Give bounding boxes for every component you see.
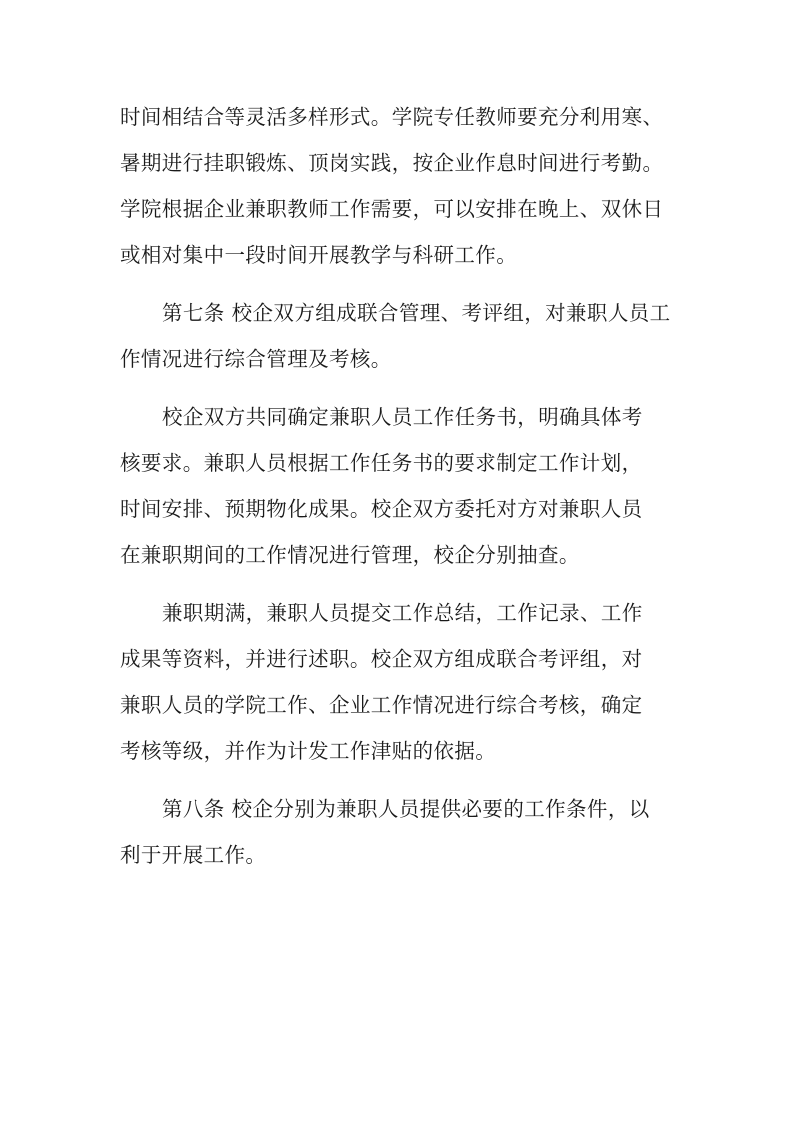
- text-line: 校企双方共同确定兼职人员工作任务书，明确具体考: [162, 405, 643, 429]
- text-line: 学院根据企业兼职教师工作需要，可以安排在晚上、双休日: [120, 197, 664, 221]
- text-line: 核要求。兼职人员根据工作任务书的要求制定工作计划，: [120, 451, 643, 475]
- text-line: 时间安排、预期物化成果。校企双方委托对方对兼职人员: [120, 497, 643, 521]
- text-line: 兼职人员的学院工作、企业工作情况进行综合考核，确定: [120, 693, 643, 717]
- text-line: 成果等资料，并进行述职。校企双方组成联合考评组，对: [120, 647, 643, 671]
- text-line: 作情况进行综合管理及考核。: [120, 347, 392, 371]
- text-line: 时间相结合等灵活多样形式。学院专任教师要充分利用寒、: [120, 105, 664, 129]
- text-line: 利于开展工作。: [120, 843, 267, 867]
- article-7-heading-line: 第七条 校企双方组成联合管理、考评组，对兼职人员工: [162, 301, 671, 325]
- text-line: 暑期进行挂职锻炼、顶岗实践，按企业作息时间进行考勤。: [120, 151, 664, 175]
- text-line: 兼职期满，兼职人员提交工作总结，工作记录、工作: [162, 601, 643, 625]
- article-8-heading-line: 第八条 校企分别为兼职人员提供必要的工作条件，以: [162, 797, 650, 821]
- text-line: 考核等级，并作为计发工作津贴的依据。: [120, 739, 497, 763]
- text-line: 或相对集中一段时间开展教学与科研工作。: [120, 243, 518, 267]
- text-line: 在兼职期间的工作情况进行管理，校企分别抽查。: [120, 543, 580, 567]
